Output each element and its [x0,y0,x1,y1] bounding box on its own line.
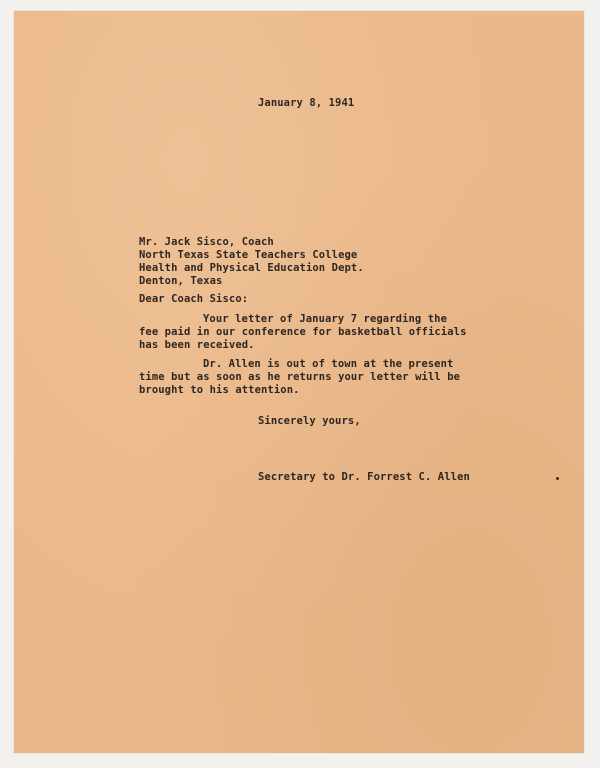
closing: Sincerely yours, [258,415,361,427]
paragraph-2-line-1: Dr. Allen is out of town at the present [203,358,454,370]
paragraph-1-line-3: has been received. [139,339,255,351]
salutation: Dear Coach Sisco: [139,293,249,305]
signature-line: Secretary to Dr. Forrest C. Allen [258,471,470,483]
letter-date: January 8, 1941 [258,97,355,109]
paragraph-2-line-3: brought to his attention. [139,384,300,396]
address-line-institution: North Texas State Teachers College [139,249,358,261]
paragraph-1-line-1: Your letter of January 7 regarding the [203,313,448,325]
address-line-city: Denton, Texas [139,275,223,287]
address-line-department: Health and Physical Education Dept. [139,262,364,274]
address-line-name: Mr. Jack Sisco, Coach [139,236,274,248]
ink-mark [556,477,559,480]
paragraph-1-line-2: fee paid in our conference for basketball officials [139,326,467,338]
paragraph-2-line-2: time but as soon as he returns your letter will be [139,371,461,383]
